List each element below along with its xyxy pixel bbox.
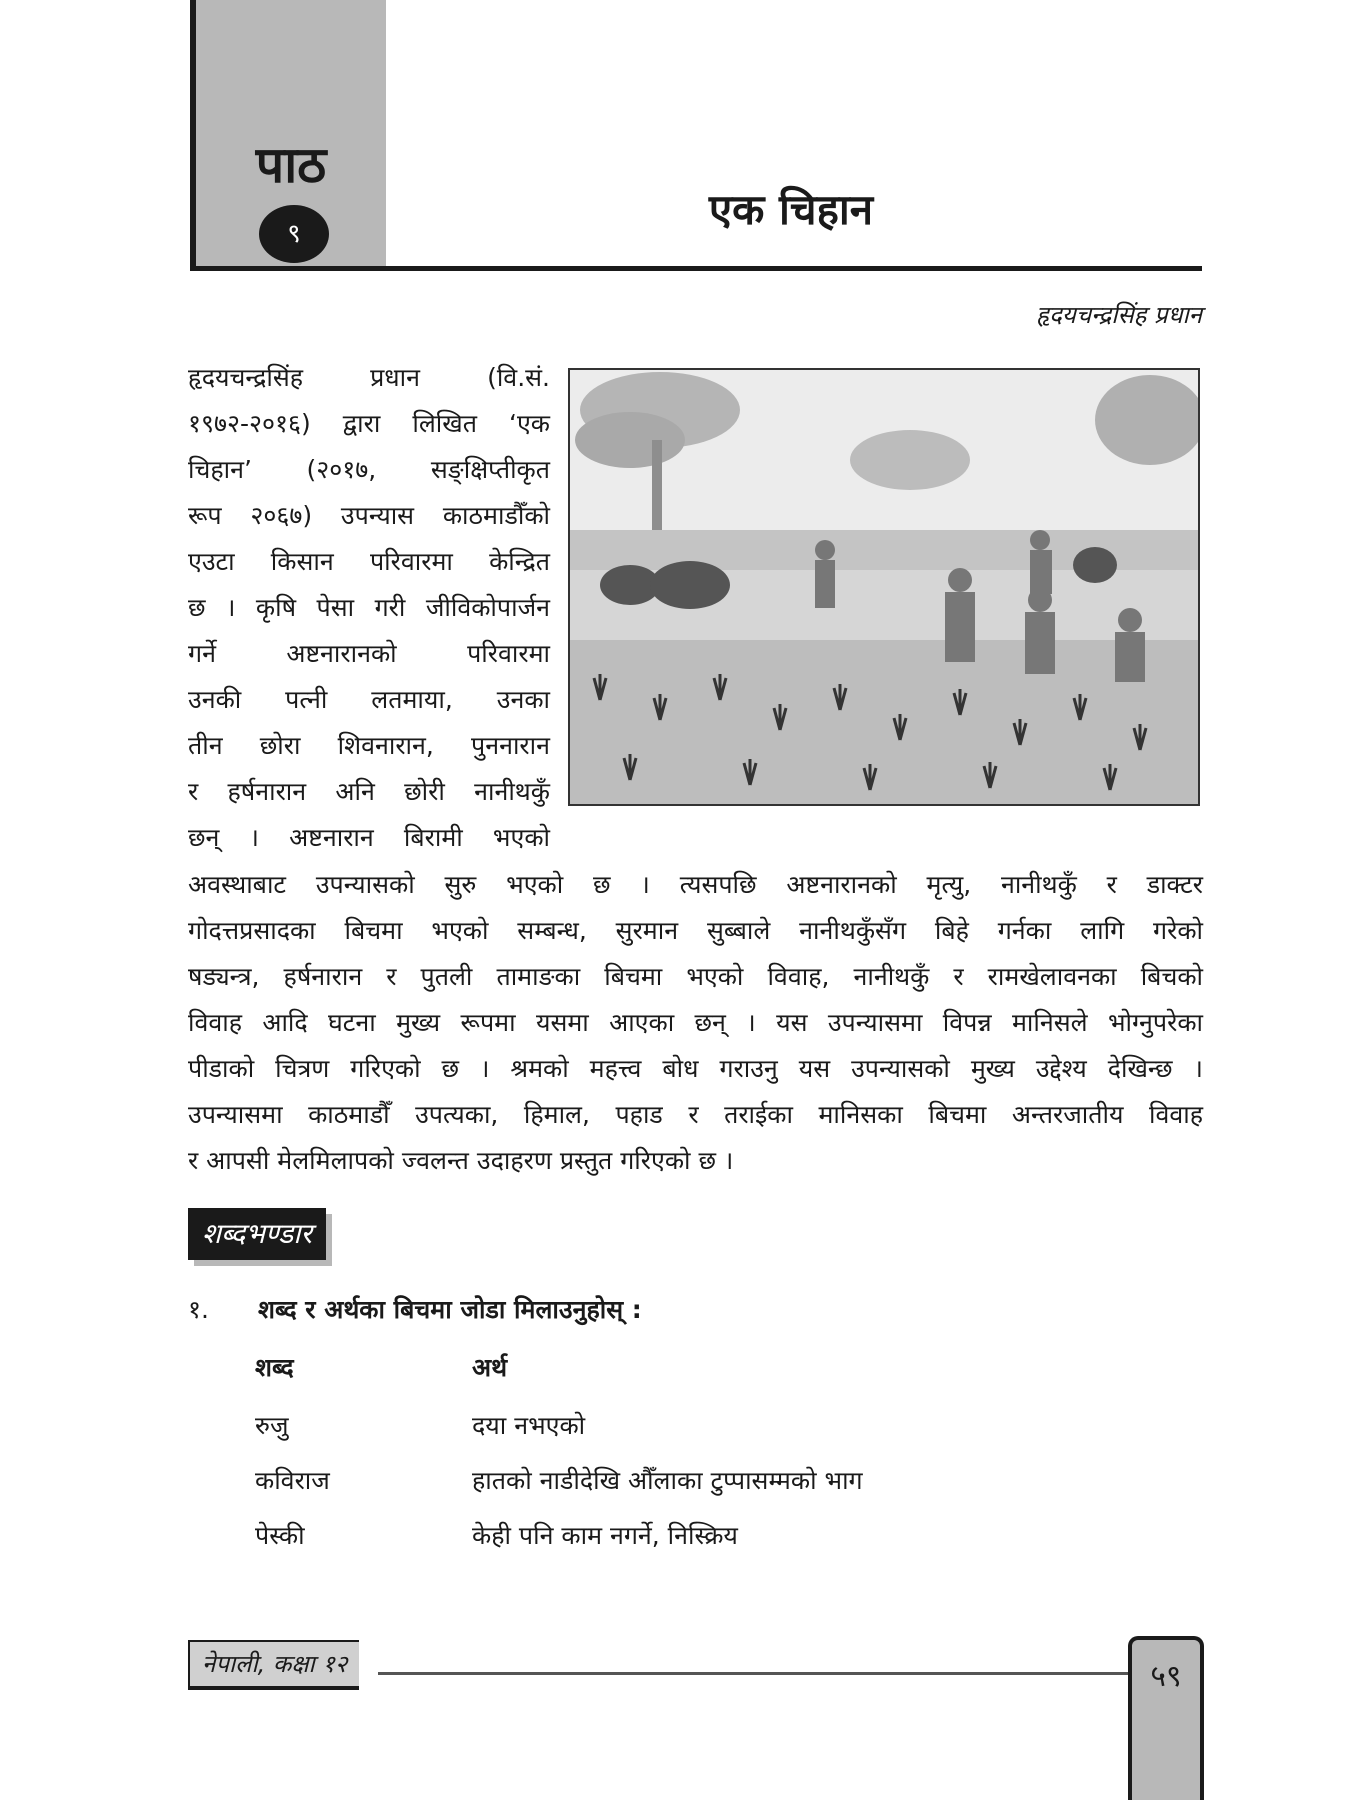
intro-line: गर्ने अष्टनारानको परिवारमा <box>188 639 550 668</box>
intro-line: एउटा किसान परिवारमा केन्द्रित <box>188 547 550 576</box>
question-text: शब्द र अर्थका बिचमा जोडा मिलाउनुहोस् : <box>258 1295 642 1324</box>
lesson-tab <box>190 0 386 268</box>
chapter-title: एक चिहान <box>708 185 874 234</box>
intro-line: र आपसी मेलमिलापको ज्वलन्त उदाहरण प्रस्तुत गरिएको छ । <box>188 1146 734 1175</box>
intro-line: षड्यन्त्र, हर्षनारान र पुतली तामाङका बिचमा भएको विवाह, नानीथकुँ र रामखेलावनका बिचको <box>188 962 1203 991</box>
intro-line: उपन्यासमा काठमाडौँ उपत्यका, हिमाल, पहाड र तराईका मानिसका बिचमा अन्तरजातीय विवाह <box>188 1100 1203 1129</box>
vocab-meaning: हातको नाडीदेखि औँलाका टुप्पासम्मको भाग <box>472 1466 863 1495</box>
page-number-tab <box>1128 1636 1204 1800</box>
intro-line: चिहान’ (२०१७, सङ्क्षिप्तीकृत <box>188 455 550 484</box>
intro-line: तीन छोरा शिवनारान, पुननारान <box>188 731 550 760</box>
intro-line: हृदयचन्द्रसिंह प्रधान (वि.सं. <box>188 363 550 392</box>
intro-line: १९७२-२०१६) द्वारा लिखित ‘एक <box>188 409 550 438</box>
intro-line: र हर्षनारान अनि छोरी नानीथकुँ <box>188 777 550 806</box>
vocab-word: पेस्की <box>255 1521 305 1550</box>
page-number: ५९ <box>1150 1659 1182 1694</box>
section-heading: शब्दभण्डार <box>188 1208 326 1260</box>
intro-line: विवाह आदि घटना मुख्य रूपमा यसमा आएका छन् । यस उपन्यासमा विपन्न मानिसले भोग्नुपरेका <box>188 1008 1203 1037</box>
vocab-word: रुजु <box>255 1411 289 1440</box>
intro-paragraph-wide <box>188 862 1203 1184</box>
paddy-field-illustration <box>568 368 1200 806</box>
question-number: १. <box>188 1295 209 1324</box>
title-rule <box>380 266 1202 271</box>
intro-line: उनकी पत्नी लतमाया, उनका <box>188 685 550 714</box>
vocab-word: कविराज <box>255 1466 330 1495</box>
intro-line: अवस्थाबाट उपन्यासको सुरु भएको छ । त्यसपछि अष्टनारानको मृत्यु, नानीथकुँ र डाक्टर <box>188 870 1203 899</box>
footer-book-label: नेपाली, कक्षा १२ <box>188 1640 359 1690</box>
title-rule-left <box>190 266 380 271</box>
intro-line: छ । कृषि पेसा गरी जीविकोपार्जन <box>188 593 550 622</box>
intro-line: गोदत्तप्रसादका बिचमा भएको सम्बन्ध, सुरमान सुब्बाले नानीथकुँसँग बिहे गर्नका लागि गरेको <box>188 916 1203 945</box>
footer-rule <box>378 1672 1128 1675</box>
intro-line: रूप २०६७) उपन्यास काठमाडौँको <box>188 501 550 530</box>
vocab-header-word: शब्द <box>255 1353 294 1382</box>
lesson-label: पाठ <box>255 136 327 194</box>
vocab-meaning: केही पनि काम नगर्ने, निस्क्रिय <box>472 1521 738 1550</box>
intro-paragraph-narrow <box>188 355 550 861</box>
intro-line: पीडाको चित्रण गरिएको छ । श्रमको महत्त्व बोध गराउनु यस उपन्यासको मुख्य उद्देश्य देखिन्छ । <box>188 1054 1203 1083</box>
intro-line: छन् । अष्टनारान बिरामी भएको <box>188 823 550 852</box>
vocab-header-meaning: अर्थ <box>472 1353 508 1382</box>
illustration-svg <box>570 370 1198 804</box>
vocab-meaning: दया नभएको <box>472 1411 586 1440</box>
author-name: हृदयचन्द्रसिंह प्रधान <box>1035 301 1202 329</box>
lesson-number-badge: ९ <box>259 205 329 263</box>
